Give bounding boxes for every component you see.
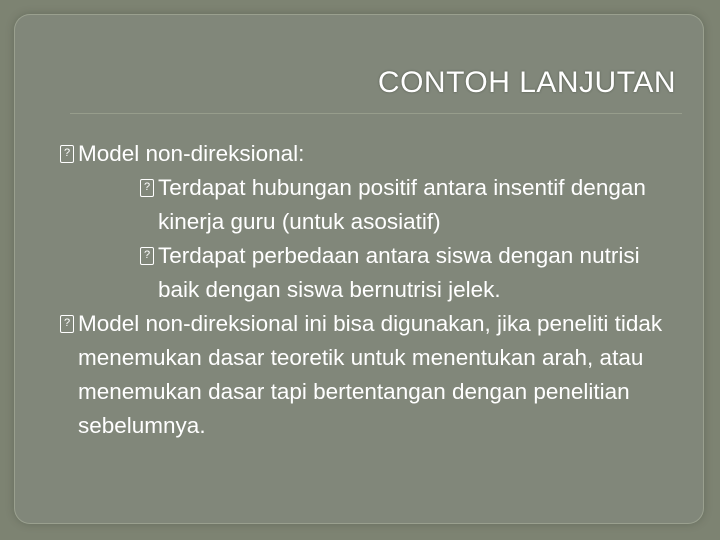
missing-glyph-bullet-icon: ?: [140, 247, 154, 265]
missing-glyph-bullet-icon: ?: [140, 179, 154, 197]
bullet-item: [60, 137, 680, 171]
slide-content: [60, 137, 680, 443]
missing-glyph-bullet-icon: ?: [60, 145, 74, 163]
bullet-text: Model non-direksional ini bisa digunakan, jika peneliti tidak menemukan dasar teoretik untuk menentukan arah, atau menemukan dasar tapi bertentangan dengan penelitian sebelumnya.: [78, 311, 663, 438]
bullet-text: Terdapat hubungan positif antara insentif dengan kinerja guru (untuk asosiatif): [158, 175, 646, 234]
sub-bullet-item: [60, 171, 680, 239]
bullet-item: [60, 307, 680, 443]
bullet-text: Model non-direksional:: [78, 141, 305, 166]
sub-bullet-item: [60, 239, 680, 307]
bullet-text: Terdapat perbedaan antara siswa dengan nutrisi baik dengan siswa bernutrisi jelek.: [158, 243, 640, 302]
missing-glyph-bullet-icon: ?: [60, 315, 74, 333]
title-divider: [70, 113, 682, 114]
slide-title: CONTOH LANJUTAN: [377, 66, 676, 99]
